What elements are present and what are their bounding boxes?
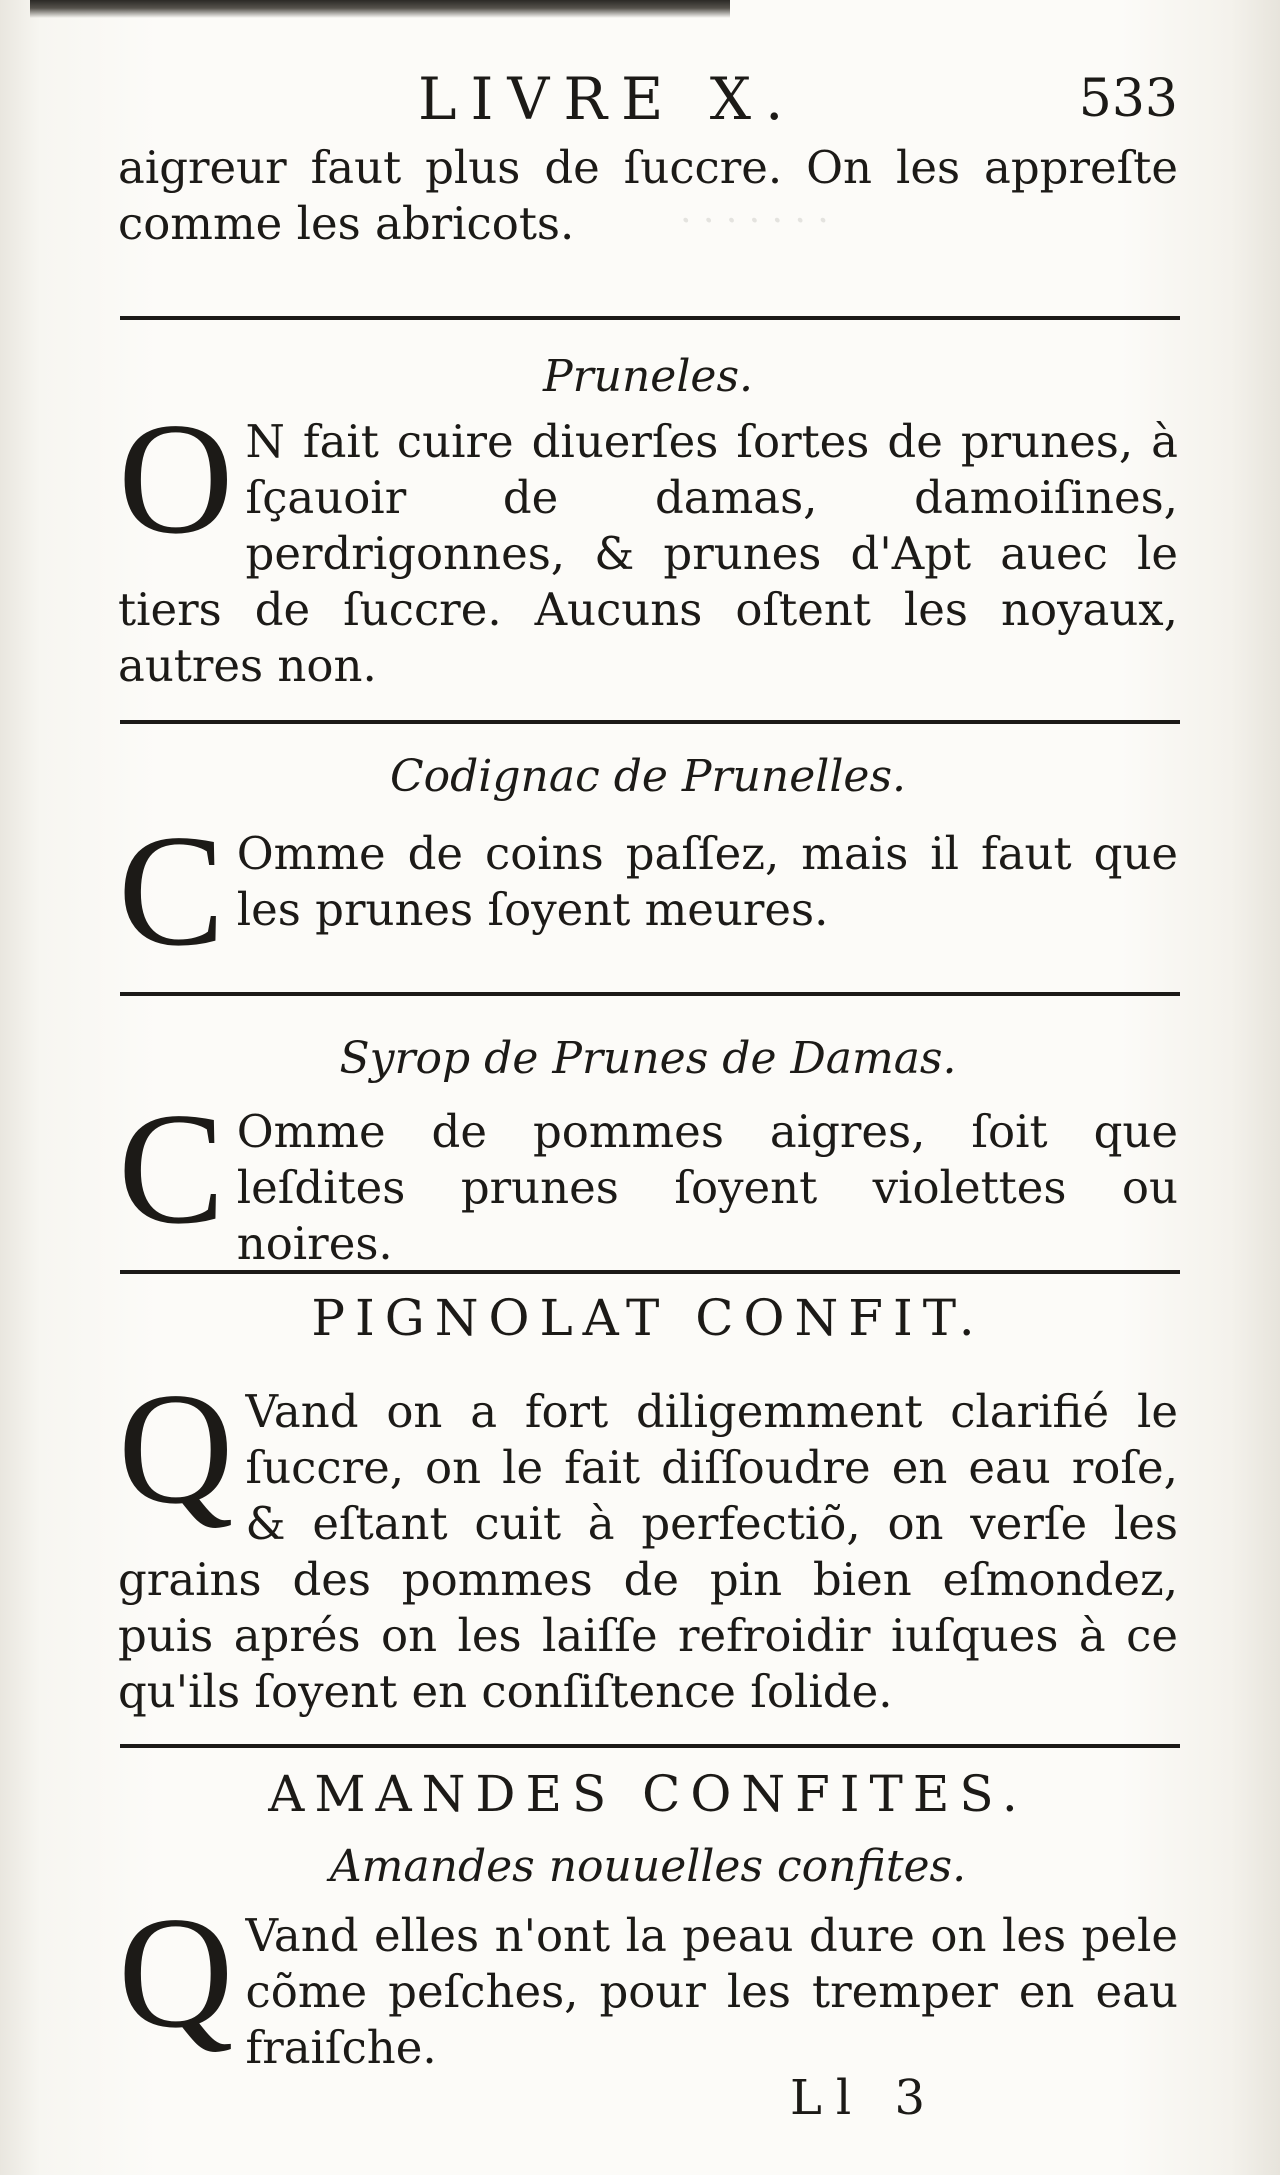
page-header [118, 65, 1178, 145]
drop-cap: C [118, 801, 225, 979]
section-title-pruneles: Pruneles. [542, 351, 754, 402]
paragraph-syrop [118, 1079, 1178, 1272]
paragraph-text: N fait cuire diuerſes ſortes de prunes, à ſçauoir de damas, damoiſines, perdrigonnes, & prunes d'Apt auec le tiers de ſuccre. Aucuns oſtent les noyaux, autres non. [118, 415, 1178, 692]
paragraph-text: Vand on a fort diligemment clarifié le ſuccre, on le fait diſſoudre en eau roſe, & eſtant cuit à perfectiõ, on verſe les grains des pommes de pin bien eſmondez, puis aprés on les laiſſe refroidir iuſques à ce qu'ils ſoyent en conſiſtence ſolide. [118, 1385, 1178, 1718]
paragraph-text: Omme de coins paſſez, mais il faut que les prunes ſoyent meures. [236, 827, 1178, 936]
paragraph-pruneles [118, 389, 1178, 694]
paragraph-codignac [118, 801, 1178, 979]
paragraph-pignolat [118, 1359, 1178, 1720]
signature-mark: Ll 3 [790, 2070, 940, 2126]
section-rule [120, 1270, 1180, 1274]
drop-cap: O [118, 389, 234, 567]
section-title-codignac: Codignac de Prunelles. [389, 751, 907, 802]
drop-cap: Q [118, 1883, 234, 2061]
running-title: LIVRE X. [418, 65, 798, 133]
paragraph-text: Omme de pommes aigres, ſoit que leſdites prunes ſoyent violettes ou noires. [236, 1105, 1178, 1270]
page-edge-shadow [30, 0, 730, 18]
section-subtitle-amandes: Amandes nouuelles confites. [329, 1841, 967, 1892]
section-rule [120, 720, 1180, 724]
drop-cap: C [118, 1079, 225, 1257]
section-title-pignolat: PIGNOLAT CONFIT. [311, 1289, 985, 1347]
section-title-syrop: Syrop de Prunes de Damas. [339, 1033, 957, 1084]
section-rule [120, 992, 1180, 996]
section-title-amandes: AMANDES CONFITES. [268, 1765, 1028, 1823]
page-number: 533 [1078, 69, 1178, 129]
paragraph-text: Vand elles n'ont la peau dure on les pele cõme peſches, pour les tremper en eau fraiſche. [245, 1909, 1178, 2074]
drop-cap: Q [118, 1359, 234, 1537]
intro-paragraph: aigreur faut plus de ſuccre. On les appreſte comme les abricots. [118, 141, 1178, 250]
paragraph-amandes [118, 1883, 1178, 2076]
section-rule [120, 1744, 1180, 1748]
bleed-through: . . . . . . . [680, 190, 829, 231]
section-rule [120, 316, 1180, 320]
